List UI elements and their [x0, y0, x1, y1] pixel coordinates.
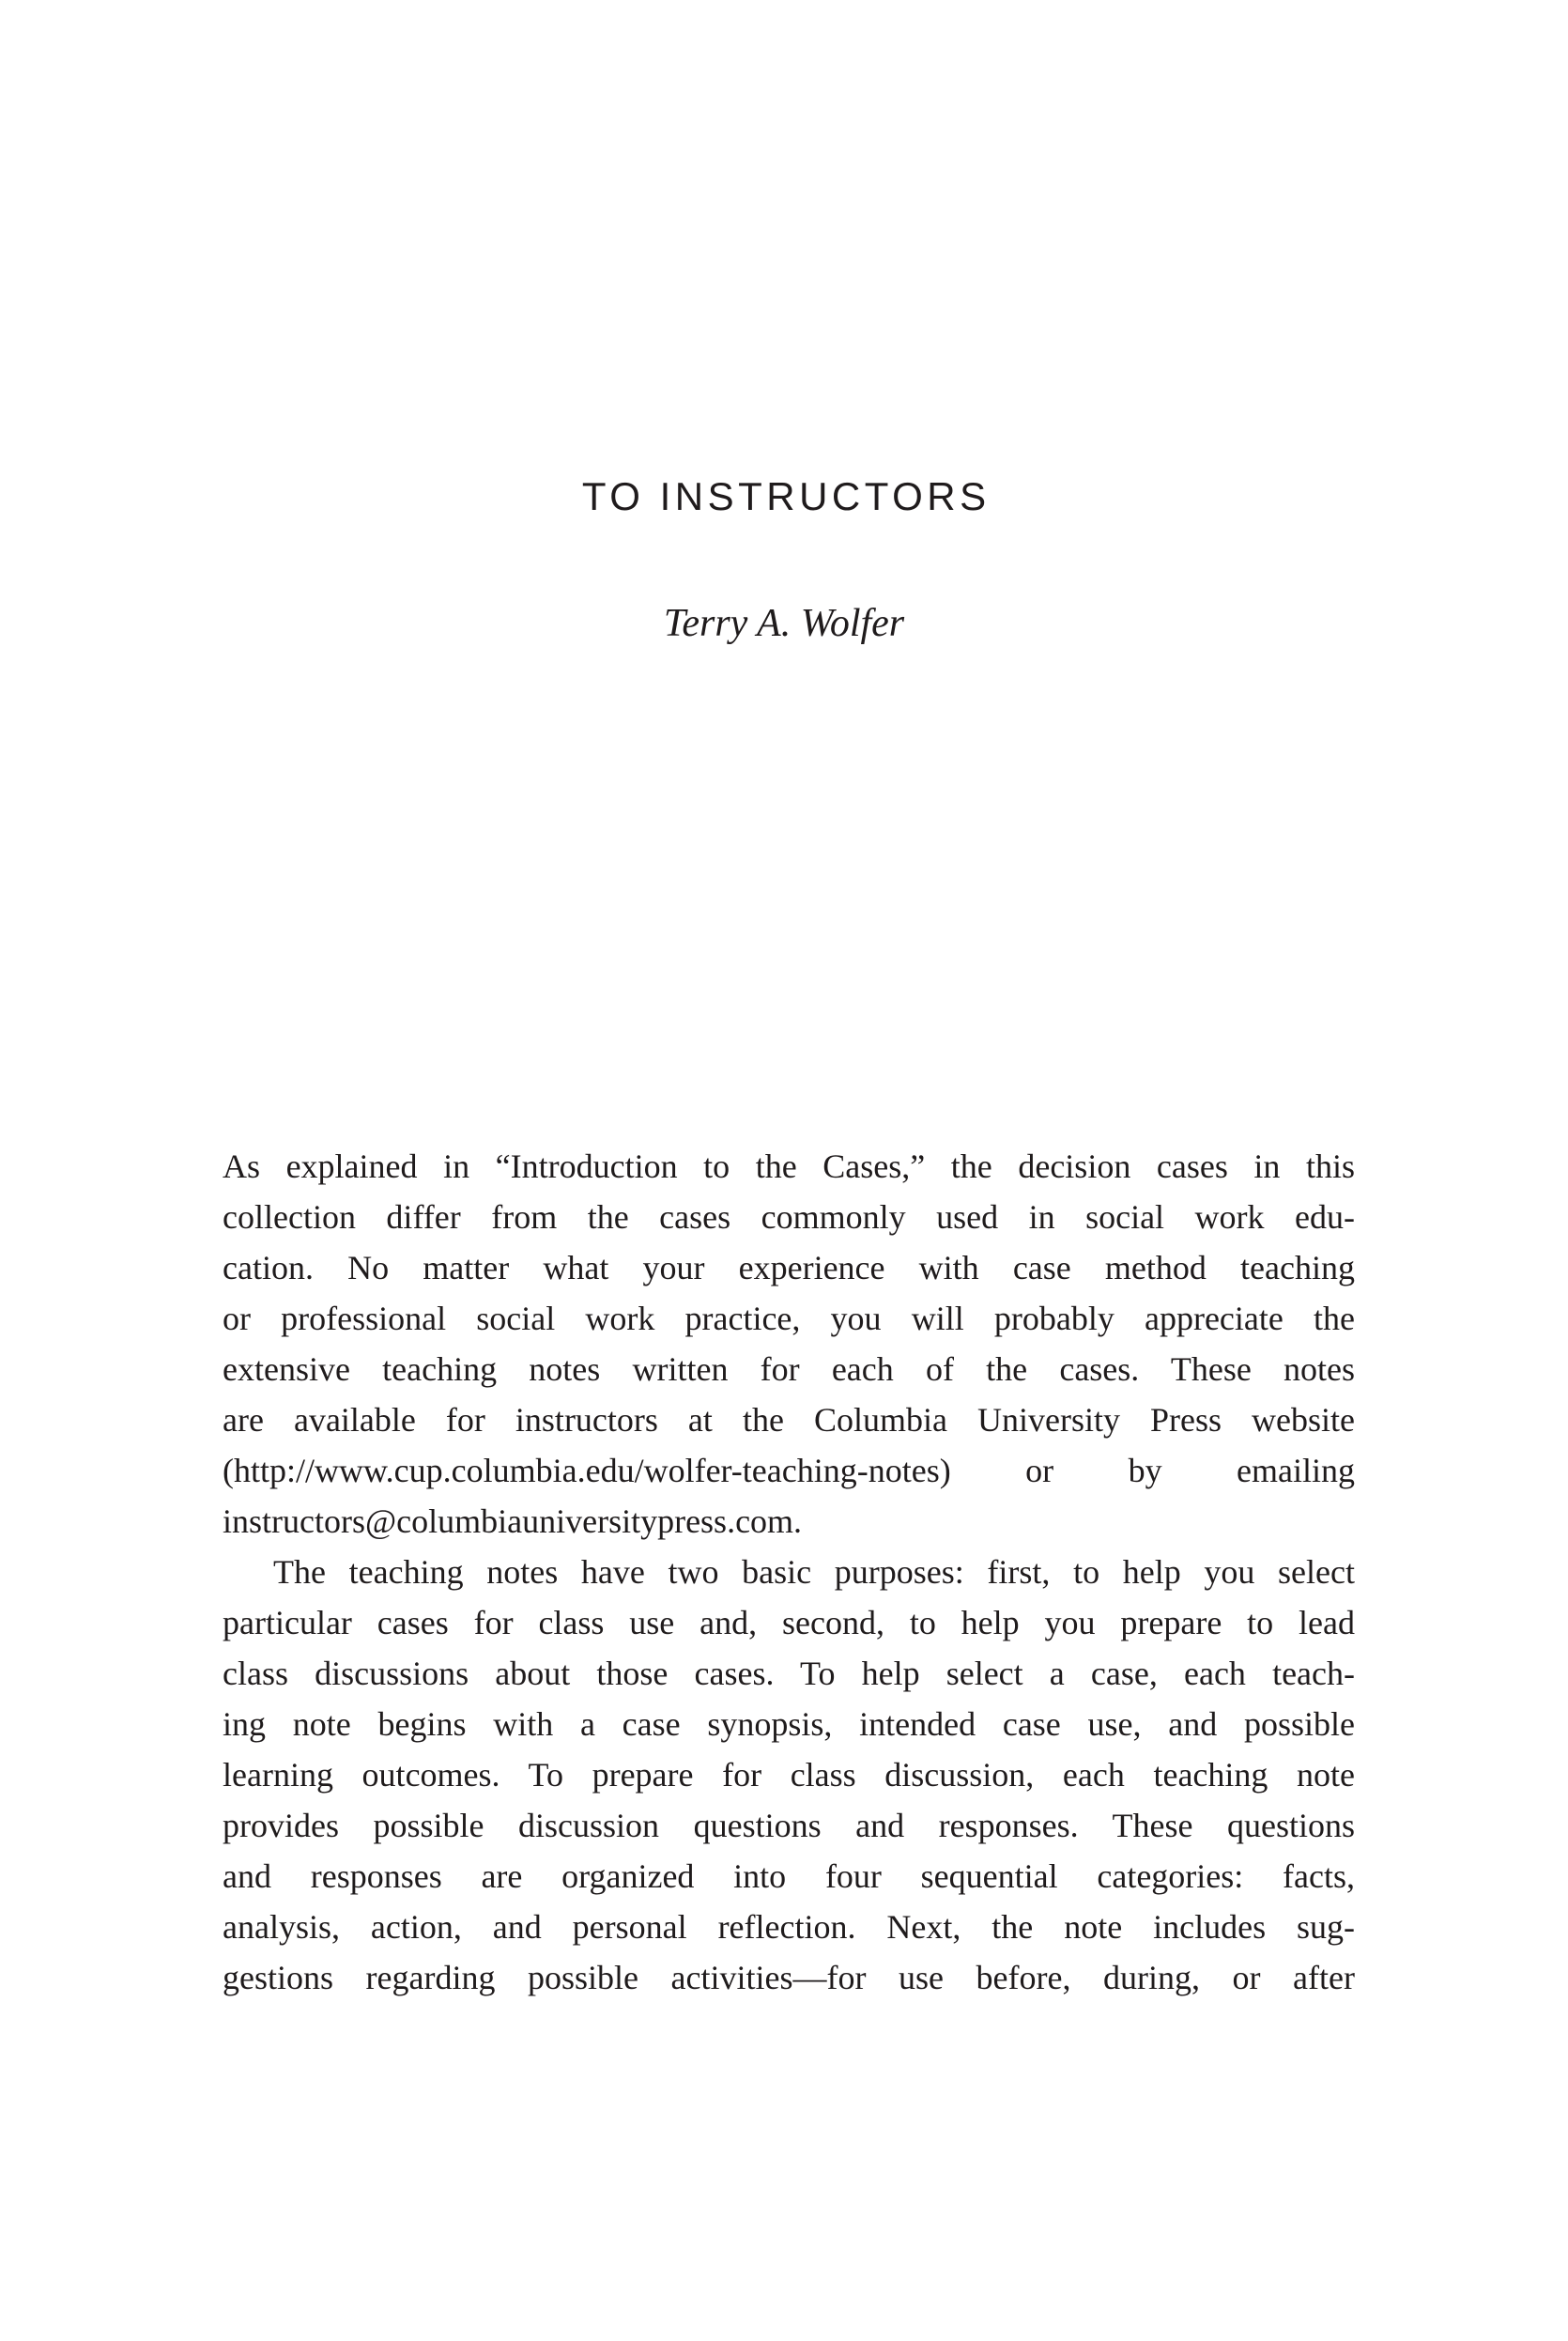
body-line: ing note begins with a case synopsis, intended case use, and possible — [223, 1705, 1355, 1743]
author-name: Terry A. Wolfer — [663, 602, 905, 645]
chapter-title: TO INSTRUCTORS — [581, 474, 991, 518]
body-line: learning outcomes. To prepare for class discussion, each teaching note — [223, 1756, 1355, 1794]
body-line: are available for instructors at the Columbia University Press website — [223, 1401, 1355, 1439]
body-line: As explained in “Introduction to the Cases,” the decision cases in this — [223, 1147, 1355, 1185]
body-line: collection differ from the cases commonly used in social work edu- — [223, 1198, 1355, 1236]
body-line: (http://www.cup.columbia.edu/wolfer-teaching-notes) or by emailing — [223, 1452, 1355, 1489]
body-text — [223, 1141, 1355, 2003]
body-line: extensive teaching notes written for each of the cases. These notes — [223, 1350, 1355, 1388]
body-line: analysis, action, and personal reflection. Next, the note includes sug- — [223, 1908, 1355, 1946]
body-line: cation. No matter what your experience with case method teaching — [223, 1249, 1355, 1286]
body-line: class discussions about those cases. To help select a case, each teach- — [223, 1655, 1355, 1692]
body-line: The teaching notes have two basic purposes: first, to help you select — [273, 1553, 1355, 1591]
body-line: instructors@columbiauniversitypress.com. — [223, 1502, 803, 1540]
body-line: gestions regarding possible activities—for use before, during, or after — [223, 1959, 1355, 1996]
body-line: or professional social work practice, you will probably appreciate the — [223, 1300, 1355, 1337]
body-line: provides possible discussion questions and responses. These questions — [223, 1807, 1355, 1844]
body-line: and responses are organized into four sequential categories: facts, — [223, 1857, 1355, 1895]
body-line: particular cases for class use and, second, to help you prepare to lead — [223, 1604, 1355, 1641]
